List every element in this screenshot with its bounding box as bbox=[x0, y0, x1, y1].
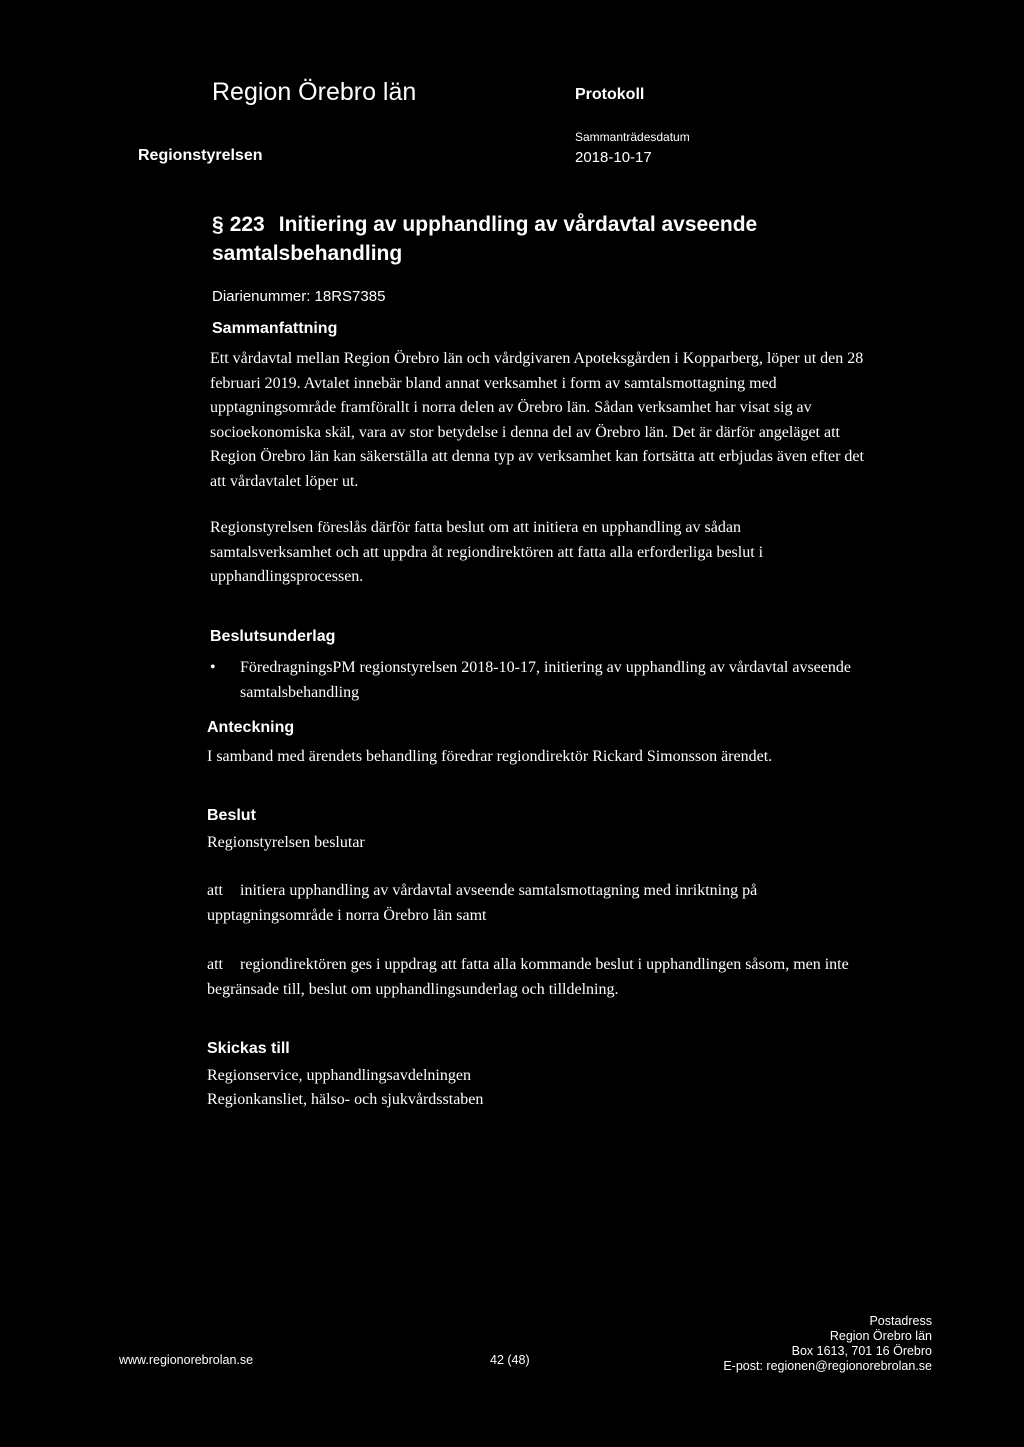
meeting-date-label: Sammanträdesdatum bbox=[575, 130, 690, 144]
page-number: 42 (48) bbox=[490, 1353, 530, 1367]
website-link[interactable]: www.regionorebrolan.se bbox=[119, 1353, 254, 1367]
section-number: 223 bbox=[229, 213, 265, 236]
recipient: Regionkansliet, hälso- och sjukvårdsstaben bbox=[207, 1091, 484, 1108]
postal-address bbox=[632, 1314, 932, 1374]
bullet-icon: • bbox=[210, 659, 216, 676]
decision-item bbox=[207, 953, 877, 1002]
summary-paragraph-2: Regionstyrelsen föreslås därför fatta beslut om att initiera en upphandling av sådan samtalsverksamhet och att uppdra åt regiondirektören att fatta alla erforderliga beslut i upphandlingsprocessen. bbox=[210, 519, 764, 585]
paragraph-sign: § bbox=[212, 213, 224, 236]
note-heading: Anteckning bbox=[207, 719, 295, 736]
document-type: Protokoll bbox=[575, 86, 645, 103]
decision-item bbox=[207, 879, 867, 928]
organization-name: Region Örebro län bbox=[212, 78, 417, 106]
address-name: Region Örebro län bbox=[829, 1329, 932, 1343]
decision-item-text: initiera upphandling av vårdavtal avseende samtalsmottagning med inriktning på upptagningsområde i norra Örebro län samt bbox=[207, 882, 758, 924]
decision-basis-list bbox=[210, 656, 870, 705]
address-box: Box 1613, 701 16 Örebro bbox=[791, 1344, 932, 1358]
decision-intro: Regionstyrelsen beslutar bbox=[207, 834, 365, 851]
board-name: Regionstyrelsen bbox=[138, 147, 263, 164]
summary-paragraph-1: Ett vårdavtal mellan Region Örebro län och vårdgivaren Apoteksgården i Kopparberg, löper ut den 28 februari 2019. Avtalet innebär bland annat verksamhet i form av samtalsmottagning med upptagningsområde framförallt i norra delen av Örebro län. Sådan verksamhet har visat sig av socioekonomiska skäl, vara av stor betydelse i denna del av Örebro län. Det är därför angeläget att Region Örebro län kan säkerställa att denna typ av verksamhet kan fortsätta att erbjudas även efter det att vårdavtalet löper ut. bbox=[210, 350, 864, 490]
att-word: att bbox=[207, 882, 223, 899]
address-label: Postadress bbox=[869, 1314, 932, 1328]
list-item: FöredragningsPM regionstyrelsen 2018-10-17, initiering av upphandling av vårdavtal avseende samtalsbehandling bbox=[240, 659, 851, 701]
meeting-date: 2018-10-17 bbox=[575, 149, 652, 166]
decision-basis-heading: Beslutsunderlag bbox=[210, 628, 336, 645]
decision-item-text: regiondirektören ges i uppdrag att fatta alla kommande beslut i upphandlingen såsom, men inte begränsade till, beslut om upphandlingsunderlag och tilldelning. bbox=[207, 956, 849, 998]
summary-heading: Sammanfattning bbox=[212, 320, 338, 337]
note-text: I samband med ärendets behandling föredrar regiondirektör Rickard Simonsson ärendet. bbox=[207, 748, 773, 765]
recipient: Regionservice, upphandlingsavdelningen bbox=[207, 1067, 471, 1084]
att-word: att bbox=[207, 956, 223, 973]
email-address[interactable]: E-post: regionen@regionorebrolan.se bbox=[723, 1359, 932, 1373]
decision-heading: Beslut bbox=[207, 807, 256, 824]
send-to-heading: Skickas till bbox=[207, 1040, 290, 1057]
section-title bbox=[212, 210, 852, 268]
diarienummer: Diarienummer: 18RS7385 bbox=[212, 288, 386, 305]
section-title-text: Initiering av upphandling av vårdavtal avseende samtalsbehandling bbox=[212, 213, 758, 265]
